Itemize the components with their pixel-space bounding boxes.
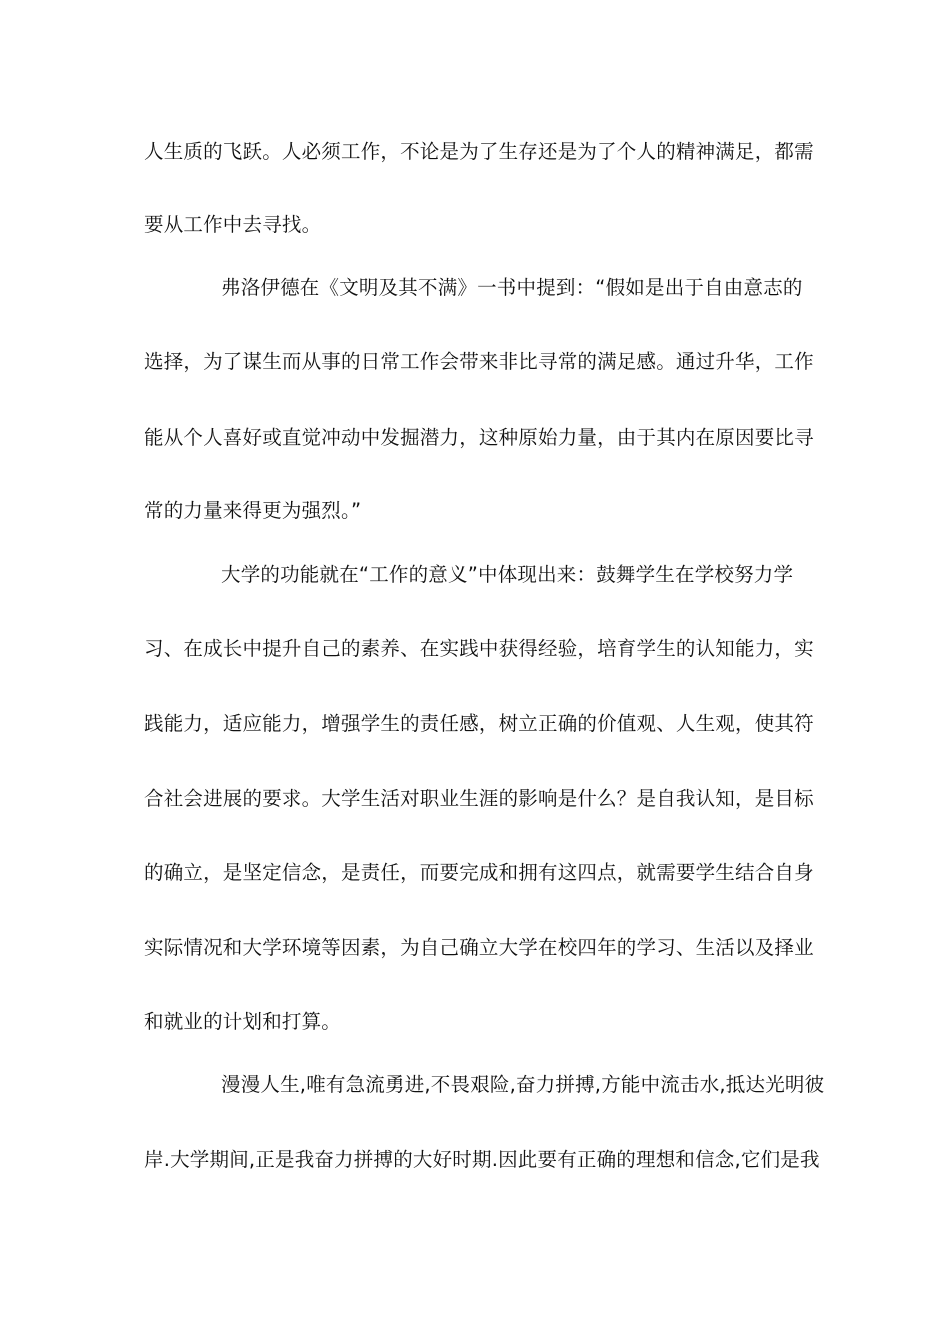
text-line: 岸.大学期间,正是我奋力拼搏的大好时期.因此要有正确的理想和信念,它们是我	[144, 1148, 820, 1171]
text-line: 要从工作中去寻找。	[144, 213, 322, 236]
paragraph-first-line: 弗洛伊德在《文明及其不满》一书中提到：“假如是出于自由意志的	[221, 276, 803, 299]
text-line: 的确立，是坚定信念，是责任，而要完成和拥有这四点，就需要学生结合自身	[144, 861, 814, 884]
text-line: 习、在成长中提升自己的素养、在实践中获得经验，培育学生的认知能力，实	[144, 637, 814, 660]
text-line: 常的力量来得更为强烈。”	[144, 499, 362, 522]
text-line: 和就业的计划和打算。	[144, 1010, 342, 1033]
paragraph-first-line: 漫漫人生,唯有急流勇进,不畏艰险,奋力拼搏,方能中流击水,抵达光明彼	[221, 1073, 825, 1096]
text-line: 践能力，适应能力，增强学生的责任感，树立正确的价值观、人生观，使其符	[144, 712, 814, 735]
text-line: 实际情况和大学环境等因素，为自己确立大学在校四年的学习、生活以及择业	[144, 936, 814, 959]
text-line: 人生质的飞跃。人必须工作，不论是为了生存还是为了个人的精神满足，都需	[144, 140, 814, 163]
text-line: 选择，为了谋生而从事的日常工作会带来非比寻常的满足感。通过升华，工作	[144, 350, 814, 373]
paragraph-first-line: 大学的功能就在“工作的意义”中体现出来：鼓舞学生在学校努力学	[221, 563, 794, 586]
text-line: 能从个人喜好或直觉冲动中发掘潜力，这种原始力量，由于其内在原因要比寻	[144, 426, 814, 449]
text-line: 合社会进展的要求。大学生活对职业生涯的影响是什么？是自我认知，是目标	[144, 787, 814, 810]
